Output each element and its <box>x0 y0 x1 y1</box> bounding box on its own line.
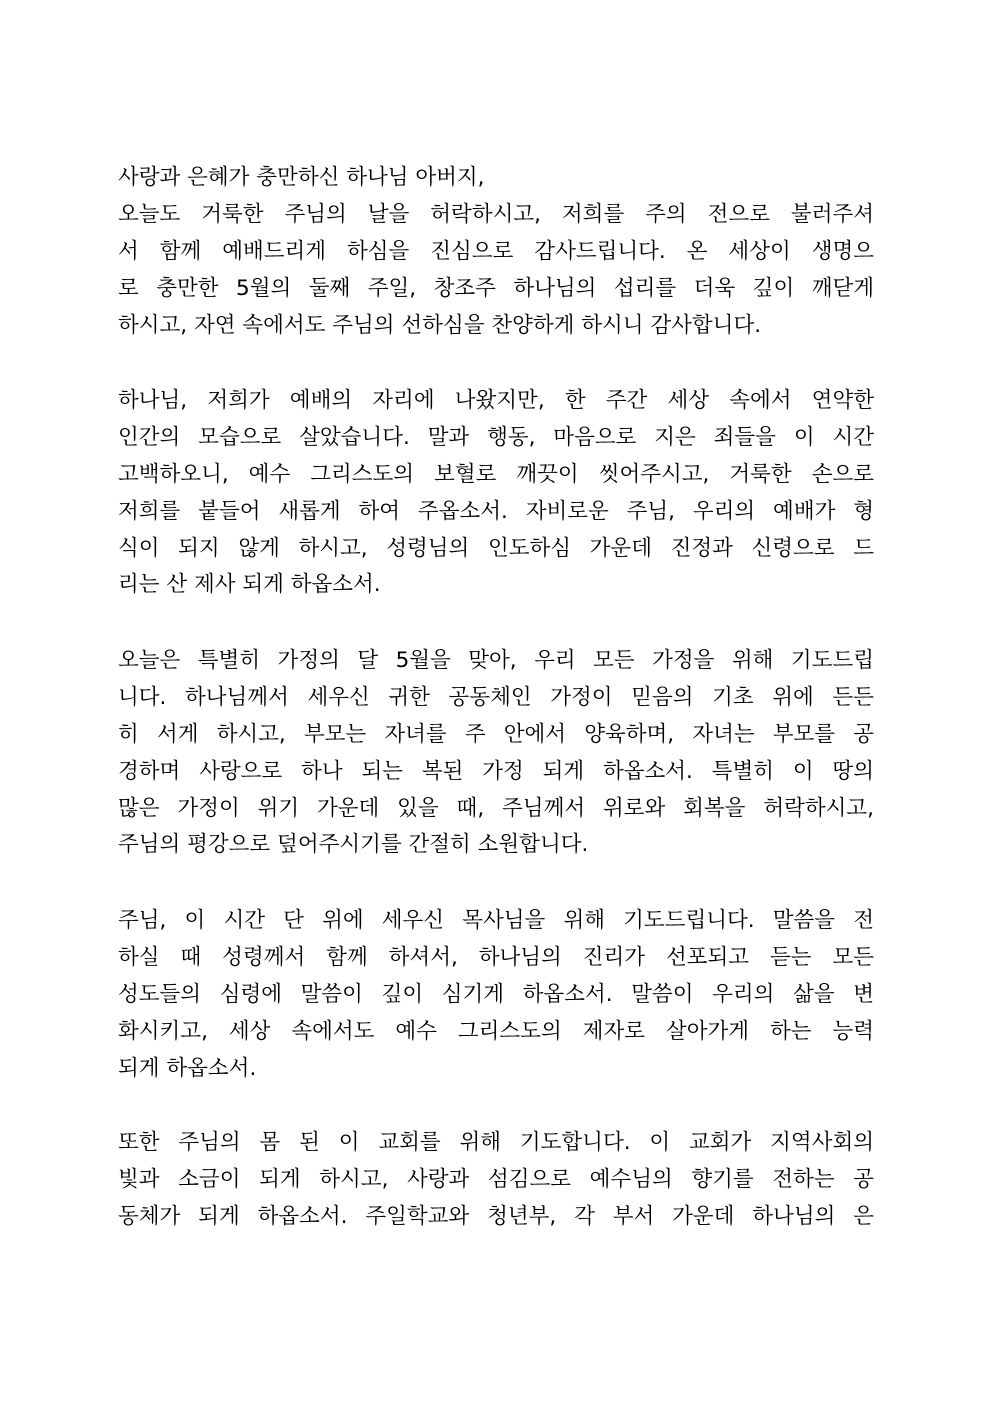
text-line: 서 함께 예배드리게 하심을 진심으로 감사드립니다. 온 세상이 생명으 <box>118 238 874 264</box>
text-line: 저희를 붙들어 새롭게 하여 주옵소서. 자비로운 주님, 우리의 예배가 형 <box>118 498 874 524</box>
text-line: 또한 주님의 몸 된 이 교회를 위해 기도합니다. 이 교회가 지역사회의 <box>118 1130 874 1155</box>
prayer-paragraph-opening <box>118 160 874 344</box>
prayer-paragraph-confession <box>118 383 874 604</box>
text-line: 하나님, 저희가 예배의 자리에 나왔지만, 한 주간 세상 속에서 연약한 <box>118 388 874 413</box>
text-line: 로 충만한 5월의 둘째 주일, 창조주 하나님의 섭리를 더욱 깊이 깨닫게 <box>118 275 874 301</box>
prayer-paragraph-pastor <box>118 903 874 1087</box>
text-line: 하실 때 성령께서 함께 하셔서, 하나님의 진리가 선포되고 듣는 모든 <box>118 944 874 970</box>
text-line: 고백하오니, 예수 그리스도의 보혈로 깨끗이 씻어주시고, 거룩한 손으로 <box>118 461 874 487</box>
text-line: 오늘도 거룩한 주님의 날을 허락하시고, 저희를 주의 전으로 불러주셔 <box>118 201 874 227</box>
text-line: 성도들의 심령에 말씀이 깊이 심기게 하옵소서. 말씀이 우리의 삶을 변 <box>118 981 874 1007</box>
text-line: 주님의 평강으로 덮어주시기를 간절히 소원합니다. <box>118 832 589 858</box>
text-line: 동체가 되게 하옵소서. 주일학교와 청년부, 각 부서 가운데 하나님의 은 <box>118 1203 874 1229</box>
text-line: 인간의 모습으로 살았습니다. 말과 행동, 마음으로 지은 죄들을 이 시간 <box>118 424 874 450</box>
text-line: 리는 산 제사 되게 하옵소서. <box>118 572 381 598</box>
text-line: 히 서게 하시고, 부모는 자녀를 주 안에서 양육하며, 자녀는 부모를 공 <box>118 721 874 747</box>
text-line: 되게 하옵소서. <box>118 1055 257 1081</box>
text-line: 주님, 이 시간 단 위에 세우신 목사님을 위해 기도드립니다. 말씀을 전 <box>118 908 874 933</box>
text-line: 니다. 하나님께서 세우신 귀한 공동체인 가정이 믿음의 기초 위에 든든 <box>118 684 874 710</box>
text-line: 화시키고, 세상 속에서도 예수 그리스도의 제자로 살아가게 하는 능력 <box>118 1018 874 1044</box>
prayer-paragraph-church <box>118 1125 874 1236</box>
text-line: 빛과 소금이 되게 하시고, 사랑과 섬김으로 예수님의 향기를 전하는 공 <box>118 1166 874 1192</box>
text-line: 경하며 사랑으로 하나 되는 복된 가정 되게 하옵소서. 특별히 이 땅의 <box>118 758 874 784</box>
text-line: 하시고, 자연 속에서도 주님의 선하심을 찬양하게 하시니 감사합니다. <box>118 312 762 338</box>
text-line: 많은 가정이 위기 가운데 있을 때, 주님께서 위로와 회복을 허락하시고, <box>118 795 874 821</box>
text-line: 식이 되지 않게 하시고, 성령님의 인도하심 가운데 진정과 신령으로 드 <box>118 535 874 561</box>
text-line: 사랑과 은혜가 충만하신 하나님 아버지, <box>118 165 485 190</box>
text-line: 오늘은 특별히 가정의 달 5월을 맞아, 우리 모든 가정을 위해 기도드립 <box>118 648 874 673</box>
prayer-paragraph-families <box>118 643 874 864</box>
